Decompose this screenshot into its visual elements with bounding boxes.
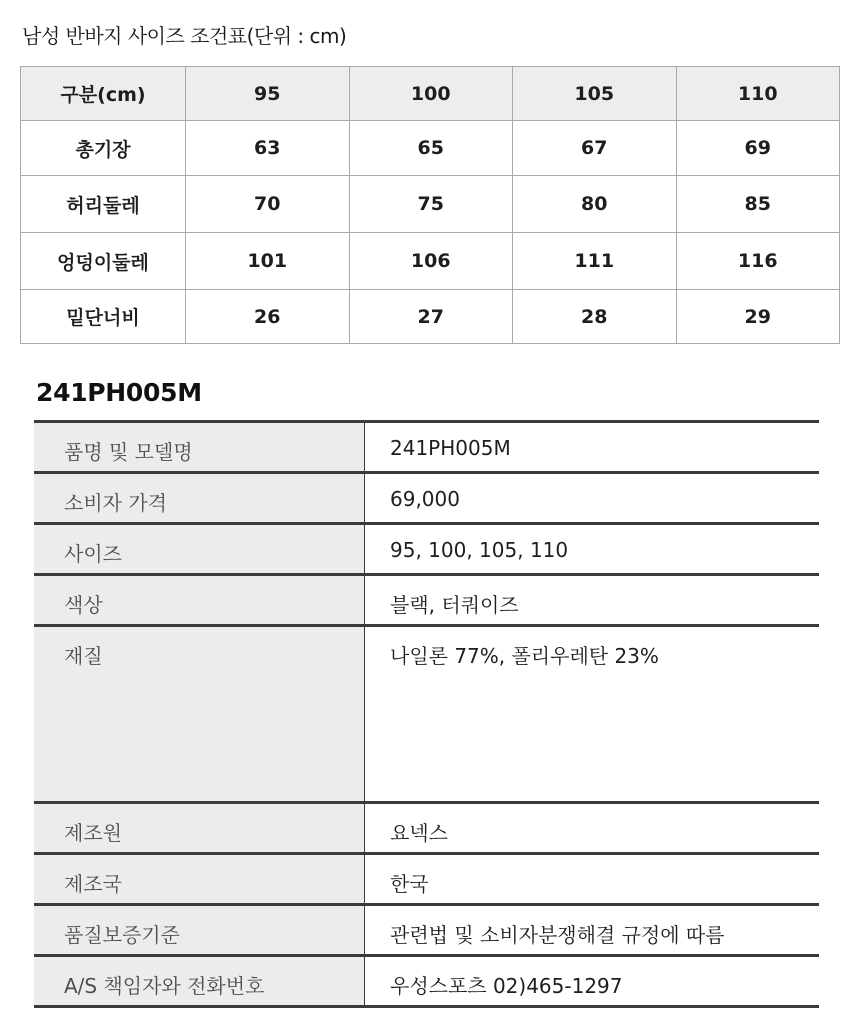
row-label: 허리둘레 <box>21 176 186 233</box>
size-cell: 106 <box>349 233 513 290</box>
size-cell: 70 <box>186 176 350 233</box>
size-cell: 101 <box>186 233 350 290</box>
spec-label: 제조원 <box>34 803 365 854</box>
size-cell: 111 <box>513 233 677 290</box>
size-row-waist <box>21 176 840 233</box>
spec-row-price <box>34 473 819 524</box>
size-cell: 75 <box>349 176 513 233</box>
spec-value: 블랙, 터쿼이즈 <box>365 575 820 626</box>
size-row-hip <box>21 233 840 290</box>
size-cell: 116 <box>676 233 840 290</box>
size-chart-title: 남성 반바지 사이즈 조건표(단위 : cm) <box>22 24 347 48</box>
spec-label: A/S 책임자와 전화번호 <box>34 956 365 1007</box>
spec-value: 69,000 <box>365 473 820 524</box>
spec-value: 우성스포츠 02)465-1297 <box>365 956 820 1007</box>
spec-label: 사이즈 <box>34 524 365 575</box>
spec-value: 나일론 77%, 폴리우레탄 23% <box>365 626 820 803</box>
spec-value: 95, 100, 105, 110 <box>365 524 820 575</box>
product-spec-table <box>34 420 819 1008</box>
spec-value: 한국 <box>365 854 820 905</box>
spec-row-as-contact <box>34 956 819 1007</box>
model-heading: 241PH005M <box>36 378 202 407</box>
spec-row-warranty <box>34 905 819 956</box>
spec-value: 요넥스 <box>365 803 820 854</box>
size-cell: 63 <box>186 121 350 176</box>
spec-row-size <box>34 524 819 575</box>
size-chart-header-row <box>21 67 840 121</box>
spec-label: 색상 <box>34 575 365 626</box>
size-row-hem-width <box>21 290 840 344</box>
size-cell: 85 <box>676 176 840 233</box>
spec-value: 관련법 및 소비자분쟁해결 규정에 따름 <box>365 905 820 956</box>
row-label: 밑단너비 <box>21 290 186 344</box>
spec-row-country <box>34 854 819 905</box>
size-cell: 26 <box>186 290 350 344</box>
spec-label: 품질보증기준 <box>34 905 365 956</box>
size-cell: 67 <box>513 121 677 176</box>
size-header-95: 95 <box>186 67 350 121</box>
spec-row-model <box>34 422 819 473</box>
size-cell: 27 <box>349 290 513 344</box>
spec-row-material <box>34 626 819 803</box>
row-label: 총기장 <box>21 121 186 176</box>
size-header-105: 105 <box>513 67 677 121</box>
size-header-100: 100 <box>349 67 513 121</box>
spec-label: 품명 및 모델명 <box>34 422 365 473</box>
size-header-label: 구분(cm) <box>21 67 186 121</box>
spec-row-color <box>34 575 819 626</box>
size-header-110: 110 <box>676 67 840 121</box>
size-cell: 65 <box>349 121 513 176</box>
spec-label: 제조국 <box>34 854 365 905</box>
size-cell: 69 <box>676 121 840 176</box>
spec-label: 재질 <box>34 626 365 803</box>
size-cell: 29 <box>676 290 840 344</box>
size-cell: 80 <box>513 176 677 233</box>
size-cell: 28 <box>513 290 677 344</box>
row-label: 엉덩이둘레 <box>21 233 186 290</box>
spec-label: 소비자 가격 <box>34 473 365 524</box>
size-row-total-length <box>21 121 840 176</box>
spec-value: 241PH005M <box>365 422 820 473</box>
size-chart-table <box>20 66 840 344</box>
spec-row-manufacturer <box>34 803 819 854</box>
